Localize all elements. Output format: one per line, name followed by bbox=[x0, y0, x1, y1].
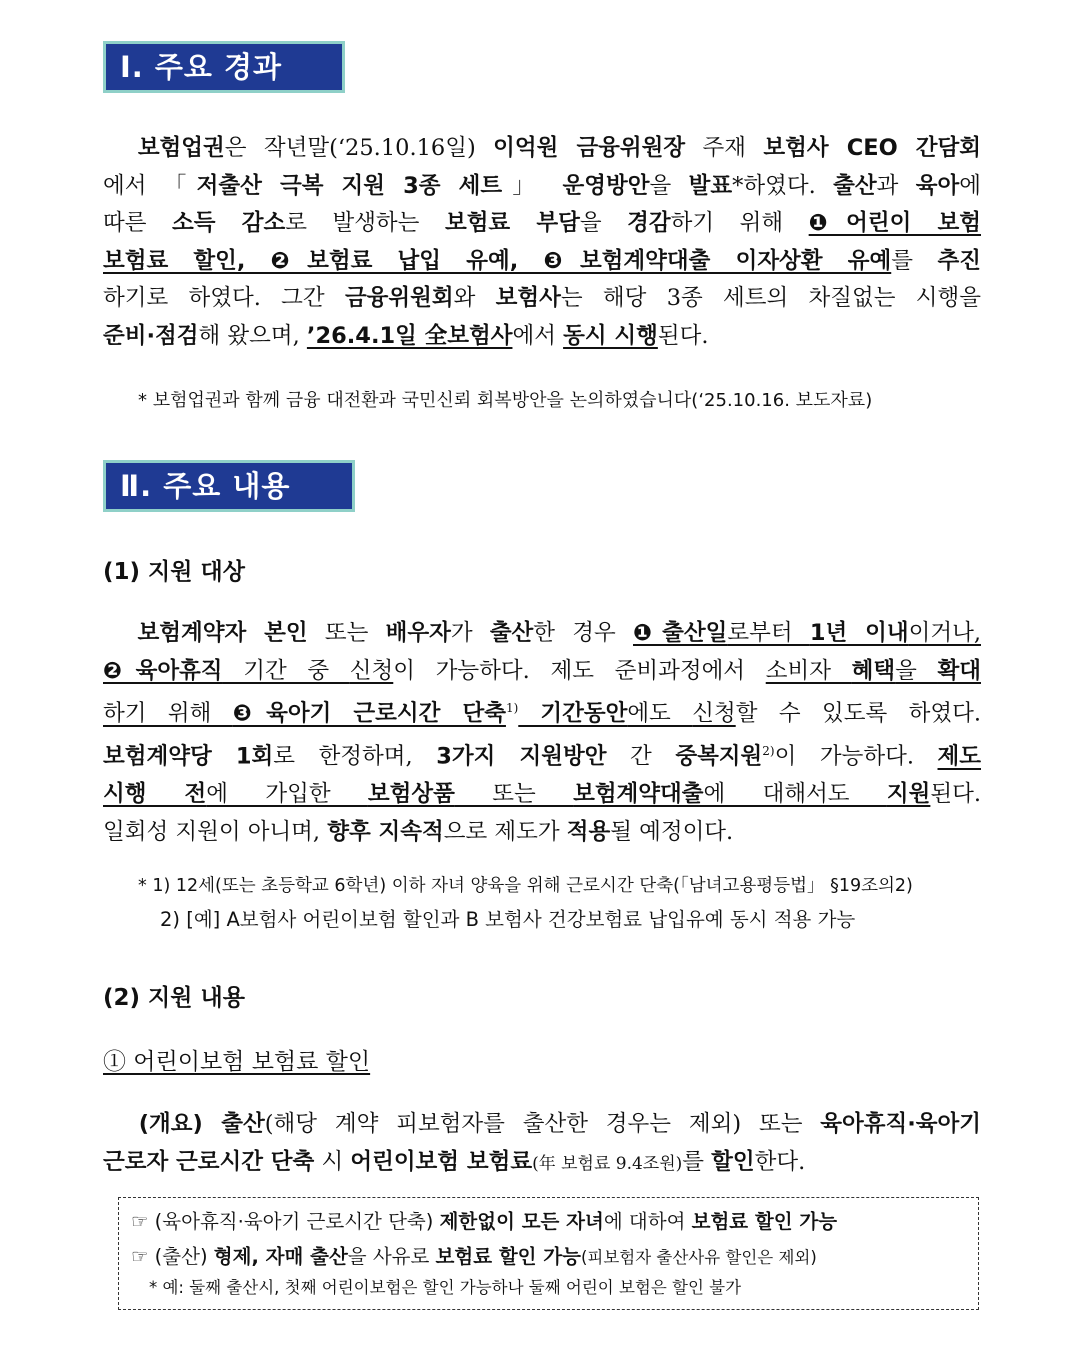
s1-line-5 bbox=[103, 280, 981, 318]
s2-l5-t1: 에 가입한 bbox=[206, 781, 368, 807]
s2-l3-t3: 기간동안 bbox=[518, 700, 628, 727]
s1-line-3 bbox=[103, 205, 981, 243]
s1-l3-t4: 을 bbox=[579, 210, 628, 236]
s2-line-4 bbox=[103, 733, 981, 776]
s1-l6-t5: 된다. bbox=[657, 322, 709, 349]
s2-line-1 bbox=[103, 615, 981, 653]
r2-t4: (피보험자 출산사유 할인은 제외) bbox=[580, 1248, 817, 1267]
s1-l2-t1: 저출산 극복 지원 3종 세트 bbox=[196, 172, 503, 199]
r2-t1: 형제, 자매 출산 bbox=[213, 1245, 348, 1268]
s2-l1-t6: ❶출산일 bbox=[633, 620, 728, 646]
s1-l3-t6: 하기 위해 bbox=[670, 210, 809, 236]
section-1-footnote: * 보험업권과 함께 금융 대전환과 국민신뢰 회복방안을 논의하였습니다(‘25.10.16. 보도자료) bbox=[138, 390, 873, 411]
section-2-title: Ⅱ. 주요 내용 bbox=[120, 469, 291, 503]
s2-l2-t6: 을 bbox=[895, 657, 938, 684]
s1-l6-t0: 준비·점검 bbox=[103, 322, 199, 349]
s2-l2-t0: ❷육아휴직 bbox=[103, 657, 223, 684]
r1-t0: ☞ (육아휴직·육아기 근로시간 단축) bbox=[131, 1210, 440, 1233]
s2-l5-t0: 시행 전 bbox=[103, 781, 207, 807]
s2-l2-t3: 이 가능하다. 제도 준비과정에서 bbox=[393, 657, 766, 684]
s2-l2-t5: 혜택 bbox=[851, 657, 896, 684]
info-row-1 bbox=[131, 1204, 978, 1239]
s1-l3-t3: 보험료 부담 bbox=[444, 210, 580, 236]
footnote-1: * 1) 12세(또는 초등학교 6학년) 이하 자녀 양육을 위해 근로시간 단축(「남녀고용평등법」 §19조의2) bbox=[138, 876, 913, 896]
subheading-support-target: (1) 지원 대상 bbox=[103, 559, 245, 585]
footnote-2: 2) [예] A보험사 어린이보험 할인과 B 보험사 건강보험료 납입유예 동시 적용 가능 bbox=[160, 908, 856, 931]
subheading-support-content: (2) 지원 내용 bbox=[103, 985, 245, 1011]
info-box bbox=[118, 1197, 979, 1310]
s2-l6-t1: 향후 지속적 bbox=[327, 818, 444, 845]
s2-l1-t1: 또는 bbox=[307, 620, 386, 646]
r1-t3: 보험료 할인 가능 bbox=[691, 1210, 838, 1233]
s1-l4-t0: 보험료 할인, ❷보험료 납입 유예, ❸보험계약대출 이자상환 유예 bbox=[103, 247, 892, 274]
s1-l2-t9: 육아 bbox=[915, 172, 960, 199]
item-1-heading: ① 어린이보험 보험료 할인 bbox=[103, 1049, 371, 1075]
s1-l4-t1: 를 bbox=[891, 247, 938, 274]
ov-l2-t2: 어린이보험 보험료 bbox=[350, 1148, 533, 1175]
s1-l3-t2: 로 발생하는 bbox=[285, 210, 445, 236]
ov-l2-t4: 를 bbox=[682, 1148, 712, 1175]
s2-l4-t3: 간 bbox=[606, 743, 676, 770]
s2-l4-t2: 3가지 지원방안 bbox=[436, 743, 607, 770]
s1-l2-t5: 발표 bbox=[688, 172, 733, 199]
ov-line-1 bbox=[103, 1106, 981, 1144]
ov-l1-t2: (해당 계약 피보험자를 출산한 경우는 제외) 또는 bbox=[264, 1111, 821, 1137]
s1-l2-t6: *하였다. bbox=[732, 172, 834, 199]
s2-l4-t0: 보험계약당 1회 bbox=[103, 743, 274, 770]
s2-l6-t2: 으로 제도가 bbox=[443, 818, 567, 845]
s2-line-2 bbox=[103, 653, 981, 691]
s2-l4-t1: 로 한정하며, bbox=[273, 743, 437, 770]
s2-l2-t1: 기간 중 bbox=[222, 657, 350, 684]
s1-l5-t1: 금융위원회 bbox=[344, 285, 454, 311]
ov-l2-t1: 시 bbox=[314, 1148, 351, 1175]
s2-l1-t3: 가 bbox=[450, 620, 490, 646]
s2-l6-t3: 적용 bbox=[566, 818, 611, 845]
s2-l4-sup: 2) bbox=[762, 744, 775, 758]
s2-l3-t0: 하기 위해 bbox=[103, 700, 233, 727]
s1-l4-t2: 추진 bbox=[937, 247, 982, 274]
s1-l2-t7: 출산 bbox=[833, 172, 877, 199]
s1-l3-t7: ❶어린이 보험 bbox=[808, 210, 981, 236]
s1-l6-t2: ’26.4.1일 全보험사 bbox=[306, 322, 513, 349]
r1-t1: 제한없이 모든 자녀 bbox=[439, 1210, 604, 1233]
s1-l1-t5: 보험사 CEO 간담회 bbox=[763, 135, 981, 161]
ov-l2-t0: 근로자 근로시간 단축 bbox=[103, 1148, 315, 1175]
s2-l3-sup: 1) bbox=[505, 701, 519, 715]
s2-l4-t6: 이 가능하다. bbox=[774, 743, 938, 770]
s2-l1-t4: 출산 bbox=[489, 620, 534, 646]
s1-l2-t8: 과 bbox=[876, 172, 916, 199]
s1-l2-t4: 을 bbox=[649, 172, 689, 199]
s2-l5-t5: 에 대해서도 bbox=[703, 781, 887, 807]
ov-l1-t0: (개요) bbox=[138, 1111, 222, 1137]
s2-line-3 bbox=[103, 690, 981, 733]
s2-l3-t6: 할 수 있도록 하였다. bbox=[735, 700, 981, 727]
section-1-heading bbox=[103, 41, 345, 93]
ov-l2-t3: (年 보험료 9.4조원) bbox=[532, 1153, 683, 1174]
s1-l3-t1: 소득 감소 bbox=[172, 210, 286, 236]
section-1-title: Ⅰ. 주요 경과 bbox=[120, 50, 283, 84]
info-row-3: * 예: 둘째 출산시, 첫째 어린이보험은 할인 가능하나 둘째 어린이 보험은 할인 불가 bbox=[149, 1278, 742, 1297]
section-1-paragraph bbox=[103, 130, 981, 355]
s1-l6-t1: 해 왔으며, bbox=[198, 322, 307, 349]
s2-l2-t7: 확대 bbox=[937, 657, 981, 684]
s2-l1-t0: 보험계약자 본인 bbox=[137, 620, 308, 646]
s1-l5-t0: 하기로 하였다. 그간 bbox=[103, 285, 345, 311]
ov-l1-t1: 출산 bbox=[221, 1111, 265, 1137]
s2-l1-t8: 1년 이내 bbox=[809, 620, 909, 646]
s1-l1-t1: 보험업권 bbox=[137, 135, 225, 161]
r2-t2: 을 사유로 bbox=[347, 1245, 436, 1268]
ov-l2-t5: 할인 bbox=[711, 1148, 755, 1175]
s2-l4-t7: 제도 bbox=[937, 743, 981, 770]
s2-l4-t4: 중복지원 bbox=[675, 743, 763, 770]
info-row-2 bbox=[131, 1239, 978, 1275]
s2-l5-t7: 된다. bbox=[930, 781, 982, 807]
s1-l2-t10: 에 bbox=[959, 172, 982, 199]
ov-l2-t6: 한다. bbox=[754, 1148, 806, 1175]
s2-l6-t0: 일회성 지원이 아니며, bbox=[103, 818, 328, 845]
s2-line-5 bbox=[103, 776, 981, 814]
s2-l5-t2: 보험상품 bbox=[367, 781, 455, 807]
s2-l2-t4: 소비자 bbox=[765, 657, 852, 684]
s1-l2-t2: 」 bbox=[502, 172, 563, 199]
ov-l1-t3: 육아휴직·육아기 bbox=[820, 1111, 981, 1137]
s2-l3-t5: 신청 bbox=[692, 700, 736, 727]
s1-l2-t3: 운영방안 bbox=[562, 172, 650, 199]
s1-l1-t2: 은 작년말(‘25.10.16일) bbox=[224, 135, 494, 161]
s1-l6-t3: 에서 bbox=[512, 322, 564, 349]
s2-l1-t7: 로부터 bbox=[727, 620, 810, 646]
s2-l3-t4: 에도 bbox=[627, 700, 693, 727]
s2-l5-t6: 지원 bbox=[886, 781, 931, 807]
section-2-paragraph bbox=[103, 615, 981, 851]
s1-l2-t0: 에서 「 bbox=[103, 172, 197, 199]
s1-line-2 bbox=[103, 168, 981, 206]
s2-line-6 bbox=[103, 814, 981, 852]
ov-line-2 bbox=[103, 1144, 981, 1184]
r1-t2: 에 대하여 bbox=[603, 1210, 692, 1233]
s2-l1-t2: 배우자 bbox=[385, 620, 451, 646]
s2-l5-t4: 보험계약대출 bbox=[573, 781, 704, 807]
s1-l5-t3: 보험사 bbox=[495, 285, 561, 311]
s2-l5-t3: 또는 bbox=[454, 781, 574, 807]
s1-l5-t2: 와 bbox=[453, 285, 496, 311]
r2-t0: ☞ (출산) bbox=[131, 1245, 214, 1268]
s1-line-1 bbox=[103, 130, 981, 168]
s2-l1-t9: 이거나, bbox=[908, 620, 981, 646]
s2-l6-t4: 될 예정이다. bbox=[610, 818, 734, 845]
s2-l2-t2: 신청 bbox=[349, 657, 394, 684]
s1-l1-t4: 주재 bbox=[685, 135, 764, 161]
s1-l1-t3: 이억원 금융위원장 bbox=[493, 135, 686, 161]
s1-line-4 bbox=[103, 243, 981, 281]
section-2-heading bbox=[103, 460, 355, 512]
s1-l5-t4: 는 해당 3종 세트의 차질없는 시행을 bbox=[560, 285, 981, 311]
s1-l6-t4: 동시 시행 bbox=[563, 322, 658, 349]
s2-l1-t5: 한 경우 bbox=[533, 620, 634, 646]
overview-paragraph bbox=[103, 1106, 981, 1183]
s1-line-6 bbox=[103, 318, 981, 356]
s1-l3-t5: 경감 bbox=[627, 210, 671, 236]
s1-l3-t0: 따른 bbox=[103, 210, 173, 236]
s2-l3-t1: ❸육아기 근로시간 단축 bbox=[232, 700, 506, 727]
r2-t3: 보험료 할인 가능 bbox=[435, 1245, 581, 1268]
